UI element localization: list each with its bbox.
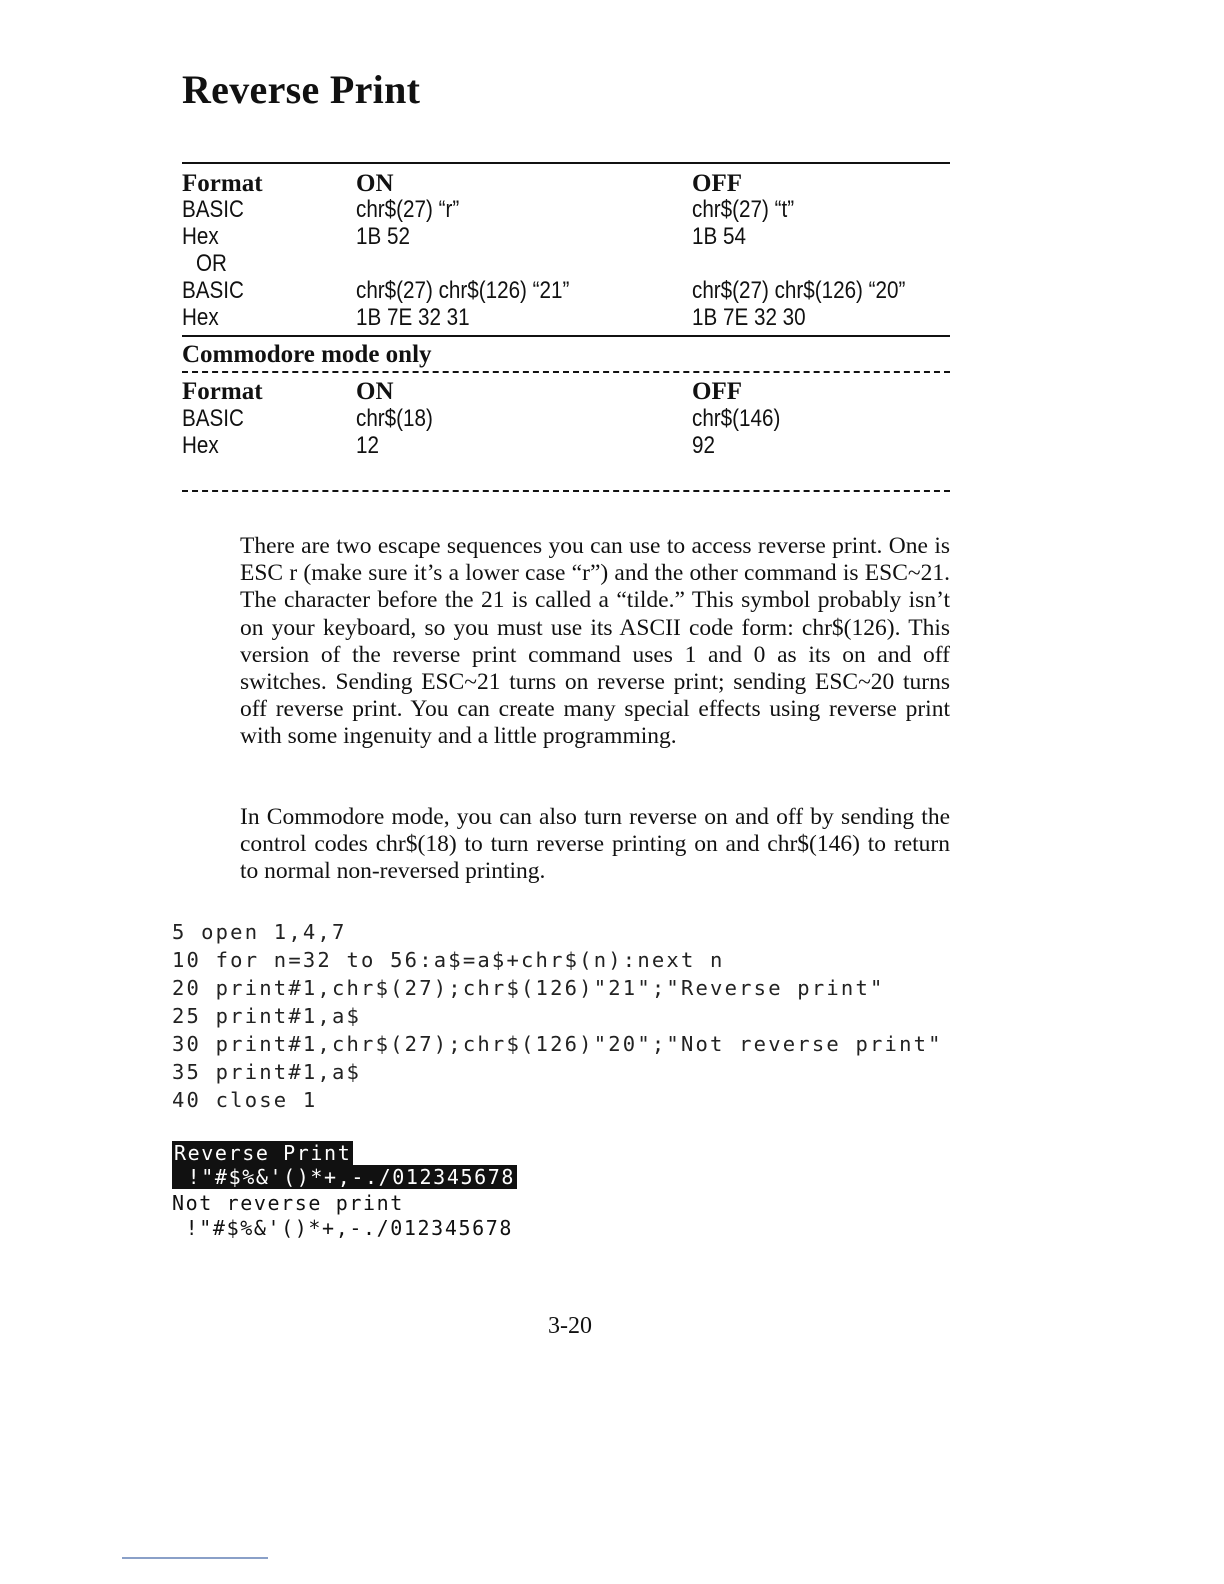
output-line — [172, 1216, 513, 1240]
output-line-reversed — [172, 1165, 517, 1189]
table1-cell: 1B 54 — [692, 223, 746, 250]
section-dashed-rule — [182, 371, 950, 373]
table1-cell: chr$(27) chr$(126) “20” — [692, 277, 906, 304]
table2-header-on: ON — [356, 378, 394, 405]
table1-cell: chr$(27) “t” — [692, 196, 795, 223]
table2-header-format: Format — [182, 378, 263, 405]
code-line: 40 close 1 — [172, 1088, 318, 1112]
table-bottom-dashed-rule — [182, 490, 950, 492]
normal-text: Not reverse print — [172, 1191, 404, 1215]
table1-cell: 1B 7E 32 30 — [692, 304, 806, 331]
stray-mark — [122, 1557, 268, 1559]
table1-cell: 1B 7E 32 31 — [356, 304, 470, 331]
table1-cell: Hex — [182, 223, 219, 250]
table1-cell: 1B 52 — [356, 223, 410, 250]
table1-row — [182, 304, 950, 332]
table1-cell: BASIC — [182, 277, 244, 304]
table1-row — [182, 277, 950, 305]
table1-cell-or: OR — [196, 250, 227, 277]
table1-header-row — [182, 170, 950, 198]
section-label: Commodore mode only — [182, 341, 432, 368]
reversed-text: !"#$%&'()*+,-./012345678 — [174, 1165, 516, 1189]
body-paragraph: There are two escape sequences you can use to access reverse print. One is ESC r (make sure it’s a lower case “r”) and the other command is ESC~21. The character before the 21 is called a “tilde.” This symbol probably isn’t on your keyboard, so you must use its ASCII code form: chr$(126). This version of the reverse print command uses 1 and 0 as its on and off switches. Sending ESC~21 turns on reverse print; sending ESC~20 turns off reverse print. You can create many special effects using reverse print with some ingenuity and a little programming. — [240, 533, 950, 750]
table-mid-rule — [182, 335, 950, 337]
table1-row — [182, 250, 950, 278]
table1-row — [182, 223, 950, 251]
table2-cell: 92 — [692, 432, 715, 459]
body-paragraph: In Commodore mode, you can also turn reverse on and off by sending the control codes chr$(18) to turn reverse printing on and chr$(146) to return to normal non-reversed printing. — [240, 804, 950, 885]
table2-row — [182, 405, 950, 433]
normal-text: !"#$%&'()*+,-./012345678 — [172, 1216, 514, 1240]
code-line: 30 print#1,chr$(27);chr$(126)"20";"Not reverse print" — [172, 1032, 943, 1056]
table1-cell: Hex — [182, 304, 219, 331]
table1-header-format: Format — [182, 170, 263, 197]
code-line: 20 print#1,chr$(27);chr$(126)"21";"Reverse print" — [172, 976, 885, 1000]
table1-cell: chr$(27) “r” — [356, 196, 460, 223]
table2-cell: BASIC — [182, 405, 244, 432]
table2-cell: chr$(146) — [692, 405, 781, 432]
table-top-rule — [182, 162, 950, 164]
table2-cell: 12 — [356, 432, 379, 459]
output-line-reversed — [172, 1141, 353, 1165]
basic-code-listing — [172, 918, 943, 1114]
table1-cell: BASIC — [182, 196, 244, 223]
code-line: 35 print#1,a$ — [172, 1060, 362, 1084]
table2-row — [182, 432, 950, 460]
table2-header-off: OFF — [692, 378, 742, 405]
output-line — [172, 1191, 404, 1215]
code-line: 10 for n=32 to 56:a$=a$+chr$(n):next n — [172, 948, 725, 972]
page-title: Reverse Print — [182, 67, 421, 112]
table2-cell: chr$(18) — [356, 405, 433, 432]
page-number: 3-20 — [548, 1313, 592, 1339]
table1-header-on: ON — [356, 170, 394, 197]
table1-row — [182, 196, 950, 224]
code-line: 25 print#1,a$ — [172, 1004, 362, 1028]
table2-header-row — [182, 378, 950, 406]
table2-cell: Hex — [182, 432, 219, 459]
reversed-text: Reverse Print — [174, 1141, 352, 1165]
table1-header-off: OFF — [692, 170, 742, 197]
code-line: 5 open 1,4,7 — [172, 920, 347, 944]
table1-cell: chr$(27) chr$(126) “21” — [356, 277, 570, 304]
